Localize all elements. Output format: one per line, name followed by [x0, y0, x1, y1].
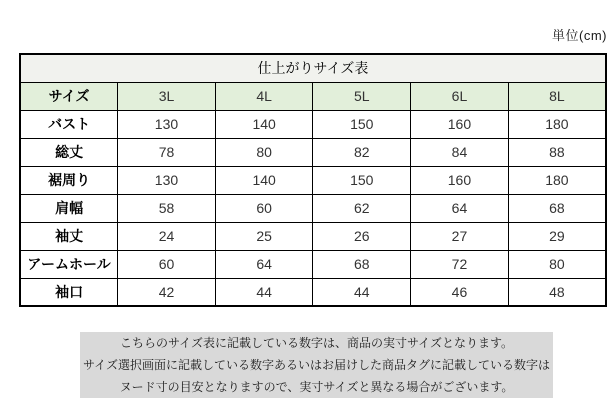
value-cell: 42 [118, 278, 216, 306]
size-chart-table [19, 53, 607, 307]
note-line-2: サイズ選択画面に記載している数字あるいはお届けした商品タグに記載している数字は [82, 358, 551, 372]
measurement-row-cuff [20, 278, 606, 306]
measurement-row-shoulder [20, 194, 606, 222]
value-cell: 160 [411, 166, 509, 194]
value-cell: 68 [313, 250, 411, 278]
value-cell: 80 [215, 138, 313, 166]
value-cell: 78 [118, 138, 216, 166]
value-cell: 140 [215, 110, 313, 138]
value-cell: 84 [411, 138, 509, 166]
size-header-cell: 6L [411, 82, 509, 110]
value-cell: 82 [313, 138, 411, 166]
measurement-row-bust [20, 110, 606, 138]
value-cell: 64 [215, 250, 313, 278]
value-cell: 29 [508, 222, 606, 250]
value-cell: 180 [508, 110, 606, 138]
value-cell: 44 [215, 278, 313, 306]
value-cell: 27 [411, 222, 509, 250]
value-cell: 88 [508, 138, 606, 166]
value-cell: 130 [118, 166, 216, 194]
size-header-cell: 4L [215, 82, 313, 110]
size-header-cell: 5L [313, 82, 411, 110]
size-header-label: サイズ [20, 82, 118, 110]
table-title: 仕上がりサイズ表 [20, 54, 606, 82]
note-line-3: ヌード寸の目安となりますので、実寸サイズと異なる場合がございます。 [119, 380, 514, 394]
value-cell: 80 [508, 250, 606, 278]
value-cell: 68 [508, 194, 606, 222]
row-label: 袖丈 [20, 222, 118, 250]
value-cell: 150 [313, 166, 411, 194]
size-header-cell: 8L [508, 82, 606, 110]
measurement-row-hem [20, 166, 606, 194]
measurement-row-sleeve-length [20, 222, 606, 250]
value-cell: 58 [118, 194, 216, 222]
value-cell: 60 [215, 194, 313, 222]
value-cell: 160 [411, 110, 509, 138]
value-cell: 26 [313, 222, 411, 250]
row-label: 裾周り [20, 166, 118, 194]
value-cell: 72 [411, 250, 509, 278]
title-row [20, 54, 606, 82]
row-label: アームホール [20, 250, 118, 278]
row-label: 総丈 [20, 138, 118, 166]
size-header-cell: 3L [118, 82, 216, 110]
value-cell: 140 [215, 166, 313, 194]
value-cell: 62 [313, 194, 411, 222]
note-line-1: こちらのサイズ表に記載している数字は、商品の実寸サイズとなります。 [119, 336, 514, 350]
measurement-row-total-length [20, 138, 606, 166]
value-cell: 150 [313, 110, 411, 138]
note-box [80, 332, 553, 398]
measurement-row-armhole [20, 250, 606, 278]
value-cell: 24 [118, 222, 216, 250]
size-header-row [20, 82, 606, 110]
value-cell: 60 [118, 250, 216, 278]
value-cell: 44 [313, 278, 411, 306]
value-cell: 46 [411, 278, 509, 306]
value-cell: 48 [508, 278, 606, 306]
unit-label: 単位(cm) [552, 28, 607, 43]
value-cell: 25 [215, 222, 313, 250]
row-label: バスト [20, 110, 118, 138]
value-cell: 180 [508, 166, 606, 194]
row-label: 肩幅 [20, 194, 118, 222]
row-label: 袖口 [20, 278, 118, 306]
value-cell: 64 [411, 194, 509, 222]
value-cell: 130 [118, 110, 216, 138]
